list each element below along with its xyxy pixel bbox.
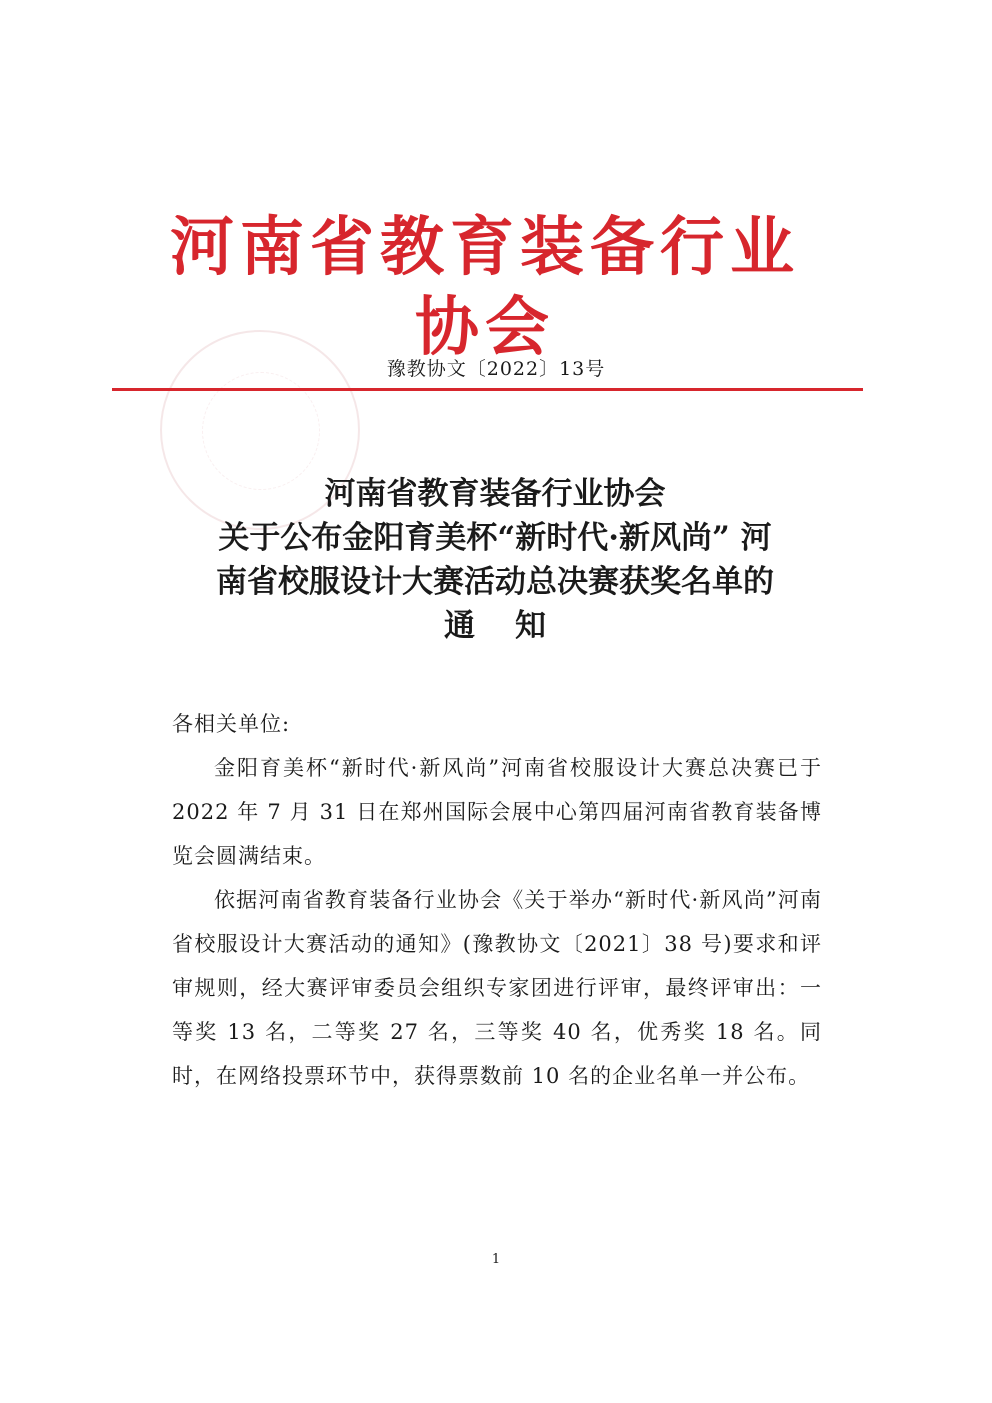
page-number: 1 (491, 1252, 501, 1267)
document-number: 豫教协文〔2022〕13号 (386, 358, 606, 380)
title-line-1: 河南省教育装备行业协会 (324, 476, 666, 512)
body-paragraph-1: 金阳育美杯“新时代·新风尚”河南省校服设计大赛总决赛已于 2022 年 7 月 31 日在郑州国际会展中心第四届河南省教育装备博览会圆满结束。 (172, 756, 822, 868)
title-line-2: 关于公布金阳育美杯“新时代·新风尚” 河 (218, 520, 772, 556)
body-paragraph-2: 依据河南省教育装备行业协会《关于举办“新时代·新风尚”河南省校服设计大赛活动的通知》(豫教协文〔2021〕38 号)要求和评审规则，经大赛评审委员会组织专家团进行评审，最终评审出：一等奖 13 名，二等奖 27 名，三等奖 40 名，优秀奖 18 名。同时，在网络投票环节中，获得票数前 10 名的企业名单一并公布。 (172, 888, 822, 1088)
document-title (150, 472, 840, 648)
title-line-4: 通知 (444, 608, 586, 644)
red-divider-line (112, 388, 863, 391)
salutation: 各相关单位: (172, 712, 291, 736)
document-body (172, 702, 822, 1098)
title-line-3: 南省校服设计大赛活动总决赛获奖名单的 (216, 564, 774, 600)
organization-letterhead: 河南省教育装备行业协会 (170, 210, 800, 365)
